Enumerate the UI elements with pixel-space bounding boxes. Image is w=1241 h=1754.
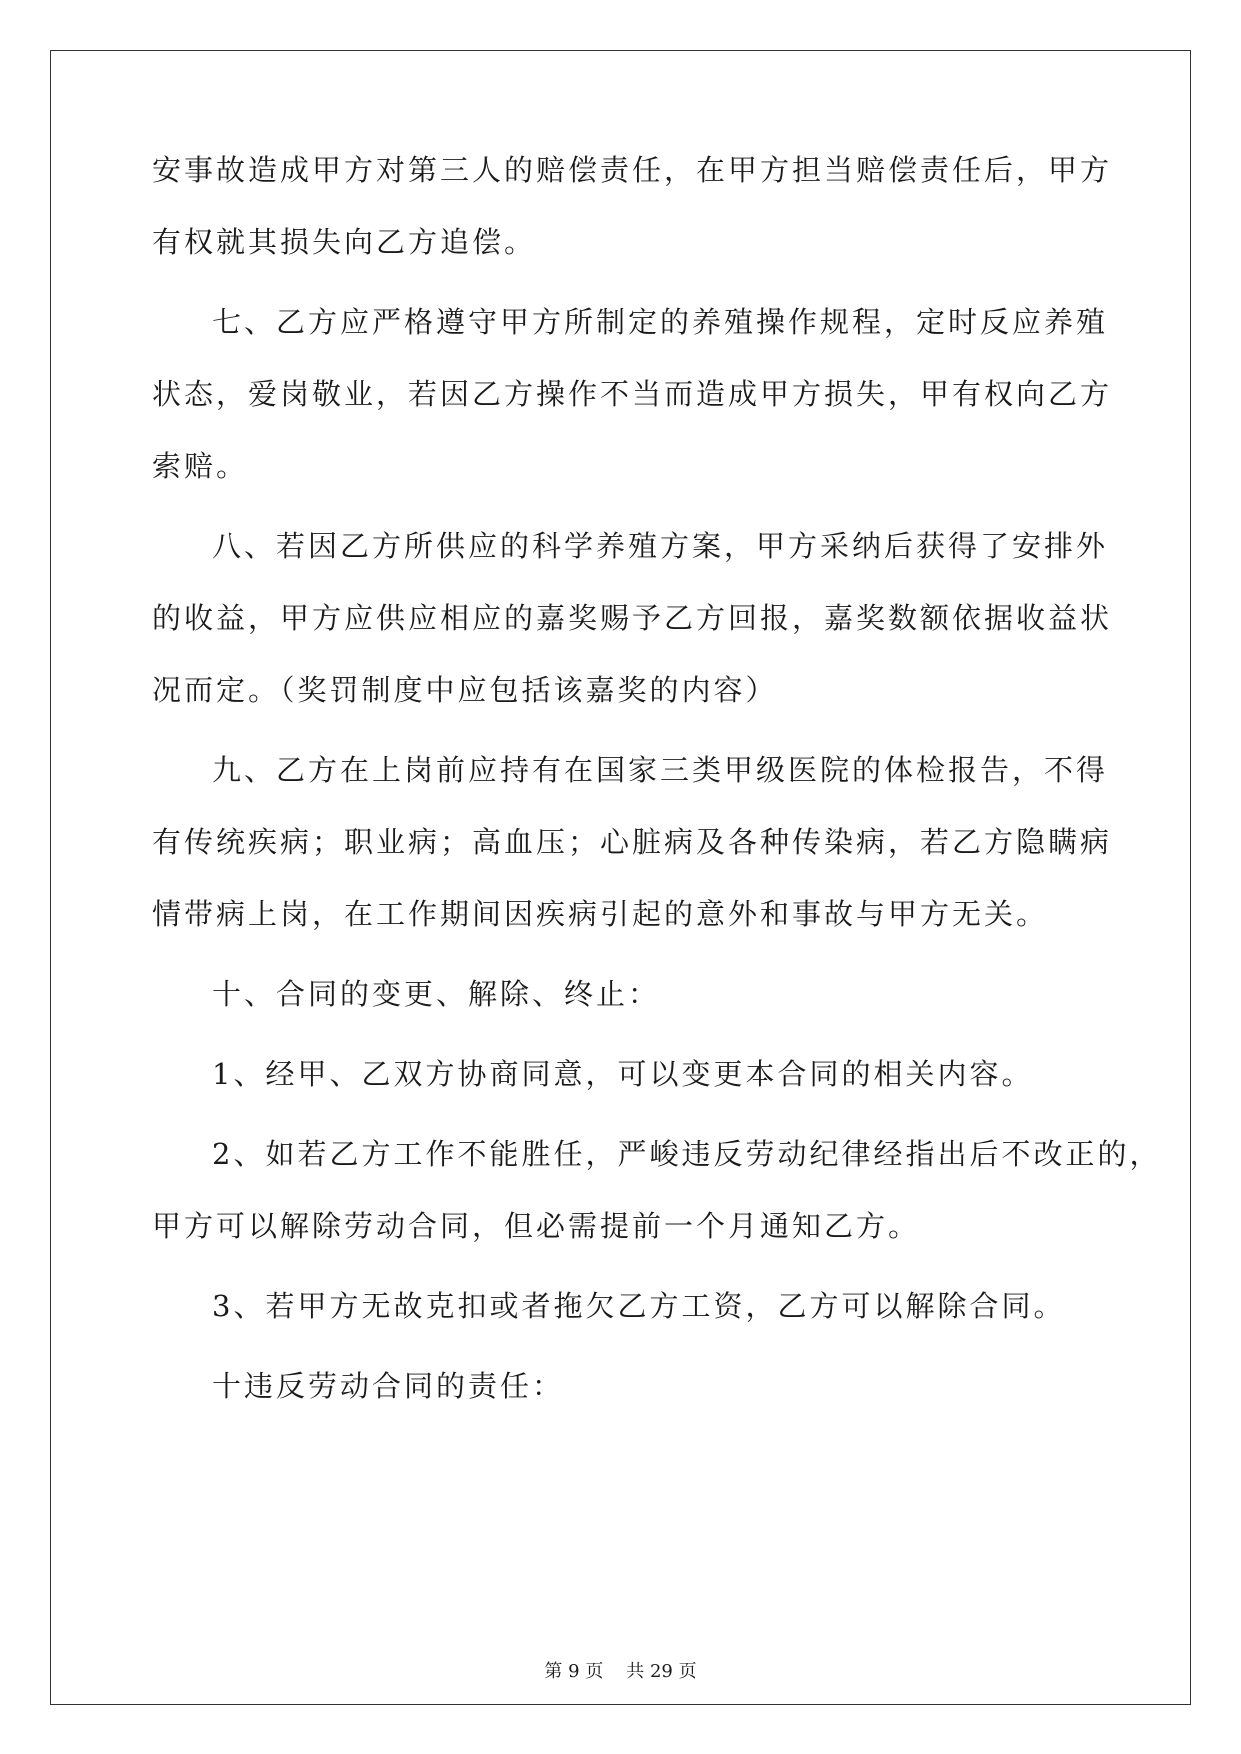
page-total: 共 29 页 (626, 1661, 697, 1682)
paragraph-8-line: 八、若因乙方所供应的科学养殖方案，甲方采纳后获得了安排外 (212, 529, 1109, 563)
paragraph-9-line: 九、乙方在上岗前应持有在国家三类甲级医院的体检报告，不得 (212, 753, 1109, 787)
text-line: 情带病上岗，在工作期间因疾病引起的意外和事故与甲方无关。 (152, 897, 1049, 931)
clause-2-line: 2、如若乙方工作不能胜任，严峻违反劳动纪律经指出后不改正的， (212, 1137, 1162, 1171)
text-line: 有传统疾病；职业病；高血压；心脏病及各种传染病，若乙方隐瞒病 (152, 825, 1113, 859)
page-number: 第 9 页 (544, 1661, 604, 1682)
section-10-heading: 十、合同的变更、解除、终止： (212, 977, 661, 1011)
clause-3-line: 3、若甲方无故克扣或者拖欠乙方工资，乙方可以解除合同。 (212, 1289, 1066, 1323)
page-footer (0, 1660, 1241, 1684)
text-line: 的收益，甲方应供应相应的嘉奖赐予乙方回报，嘉奖数额依据收益状 (152, 601, 1113, 635)
text-line: 甲方可以解除劳动合同，但必需提前一个月通知乙方。 (152, 1209, 921, 1243)
paragraph-7-line: 七、乙方应严格遵守甲方所制定的养殖操作规程，定时反应养殖 (212, 305, 1109, 339)
page-border (50, 50, 1191, 1705)
text-line: 有权就其损失向乙方追偿。 (152, 225, 537, 259)
section-heading: 十违反劳动合同的责任： (212, 1369, 565, 1403)
clause-1-line: 1、经甲、乙双方协商同意，可以变更本合同的相关内容。 (212, 1057, 1034, 1091)
text-line: 况而定。（奖罚制度中应包括该嘉奖的内容） (152, 673, 778, 707)
text-line: 索赔。 (152, 449, 249, 483)
text-line: 安事故造成甲方对第三人的赔偿责任，在甲方担当赔偿责任后，甲方 (152, 153, 1113, 187)
text-line: 状态，爱岗敬业，若因乙方操作不当而造成甲方损失，甲有权向乙方 (152, 377, 1113, 411)
